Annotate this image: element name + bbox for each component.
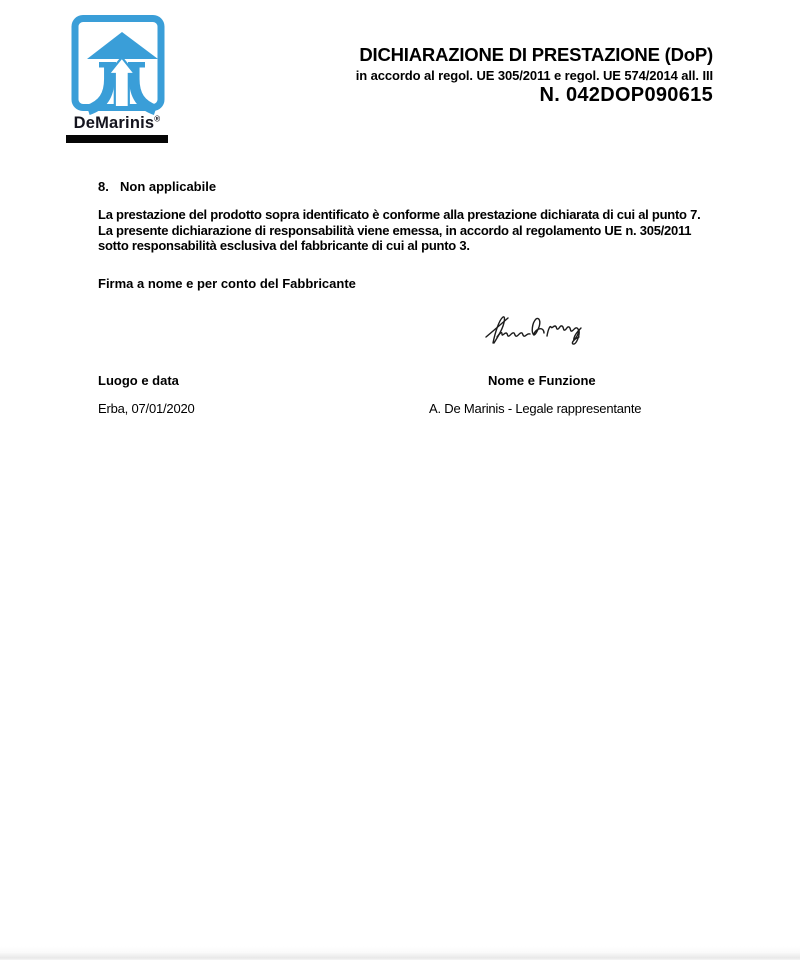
signature-caption: Firma a nome e per conto del Fabbricante [98, 276, 356, 291]
page-bottom-edge-shadow [0, 946, 800, 960]
signature-scribble-icon [483, 306, 587, 350]
document-subtitle: in accordo al regol. UE 305/2011 e regol. UE 574/2014 all. III [355, 68, 713, 83]
item-8-number: 8. [98, 179, 109, 194]
declaration-paragraph [98, 207, 700, 254]
place-date-value: Erba, 07/01/2020 [98, 401, 195, 416]
brand-underline-bar [66, 135, 168, 143]
paragraph-line: sotto responsabilità esclusiva del fabbricante di cui al punto 3. [98, 238, 470, 253]
place-date-label: Luogo e data [98, 373, 179, 388]
registered-trademark-symbol: ® [154, 114, 161, 124]
item-8-text: Non applicabile [120, 179, 217, 194]
demarinis-logo-icon [67, 13, 169, 115]
paragraph-line: La presente dichiarazione di responsabilità viene emessa, in accordo al regolamento UE n. 305/2011 [98, 222, 692, 238]
item-8 [98, 179, 216, 194]
name-function-label: Nome e Funzione [488, 373, 596, 388]
demarinis-logo [67, 13, 169, 115]
name-function-value: A. De Marinis - Legale rappresentante [429, 401, 642, 416]
document-title: DICHIARAZIONE DI PRESTAZIONE (DoP) [359, 44, 713, 65]
brand-name-text: DeMarinis [73, 114, 155, 132]
paragraph-line: La prestazione del prodotto sopra identificato è conforme alla prestazione dichiarata di cui al punto 7. [98, 207, 701, 222]
document-number: N. 042DOP090615 [539, 84, 713, 106]
handwritten-signature [483, 306, 587, 350]
brand-name [65, 114, 169, 133]
document-header [356, 44, 713, 106]
